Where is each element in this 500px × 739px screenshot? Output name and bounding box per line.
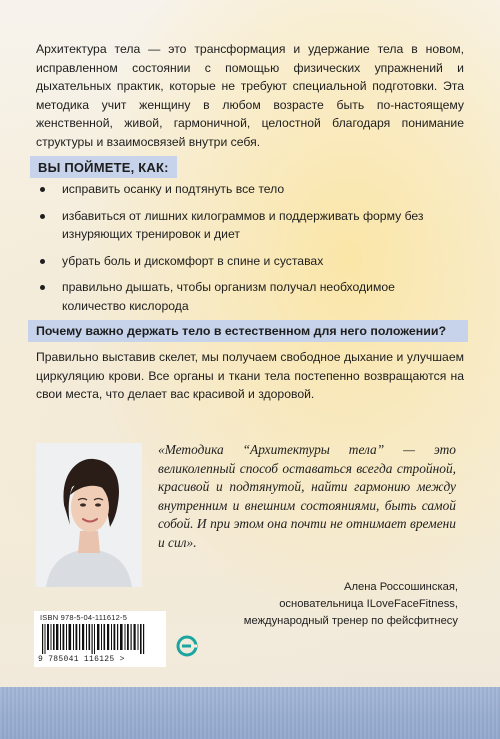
- bullet-icon: [40, 214, 45, 219]
- quote-attribution: [244, 579, 458, 630]
- quote-role-2: международный тренер по фейсфитнесу: [243, 615, 458, 627]
- isbn-text: ISBN 978-5-04-111612-5: [40, 613, 128, 622]
- list-item-text: избавиться от лишних килограммов и поддерживать форму без изнуряющих тренировок и диет: [62, 208, 424, 242]
- quote-role-1: основательница ILoveFaceFitness,: [279, 598, 458, 610]
- barcode-bars-icon: [40, 624, 160, 654]
- section-heading-why: Почему важно держать тело в естественном для него положении?: [28, 320, 468, 342]
- list-item-text: правильно дышать, чтобы организм получал необходимое количество кислорода: [62, 280, 395, 313]
- bullet-icon: [40, 187, 45, 192]
- list-item-text: исправить осанку и подтянуть все тело: [62, 182, 285, 196]
- section-heading-you-will-learn: ВЫ ПОЙМЕТЕ, КАК:: [30, 156, 177, 178]
- isbn-barcode: [34, 611, 166, 667]
- bottom-decorative-band: [0, 687, 500, 739]
- bullet-icon: [40, 285, 45, 290]
- testimonial-quote: «Методика “Архитектуры тела” — это великолепный способ оставаться всегда стройной, красивой и подтянутой, найти гармонию между внутренним и внешним состояниями, быть самой собой. И при этом она почти не отнимает времени и сил».: [158, 442, 456, 550]
- barcode-digits: 9 785041 116125 >: [38, 655, 125, 664]
- quote-author: Алена Россошинская,: [344, 581, 458, 593]
- list-item: [36, 207, 456, 244]
- why-paragraph: Правильно выставив скелет, мы получаем свободное дыхание и улучшаем циркуляцию крови. Все органы и ткани тела постепенно возвращаются на свои места, что делает вас красивой и здоровой.: [36, 350, 464, 402]
- author-photo: [36, 443, 142, 587]
- list-item: [36, 278, 456, 315]
- benefits-list: [36, 180, 456, 324]
- bullet-icon: [40, 259, 45, 264]
- publisher-logo-icon: [176, 635, 198, 657]
- intro-paragraph: Архитектура тела — это трансформация и удержание тела в новом, исправленном состоянии с помощью физических упражнений и дыхательных практик, которые не требуют специальной подготовки. Эта методика учит женщину в любом возрасте быть по-настоящему женственной, живой, гармоничной, целостной благодаря понимание структуры и взаимосвязей внутри себя.: [36, 42, 464, 149]
- list-item: [36, 252, 456, 271]
- list-item: [36, 180, 456, 199]
- list-item-text: убрать боль и дискомфорт в спине и суставах: [62, 253, 324, 268]
